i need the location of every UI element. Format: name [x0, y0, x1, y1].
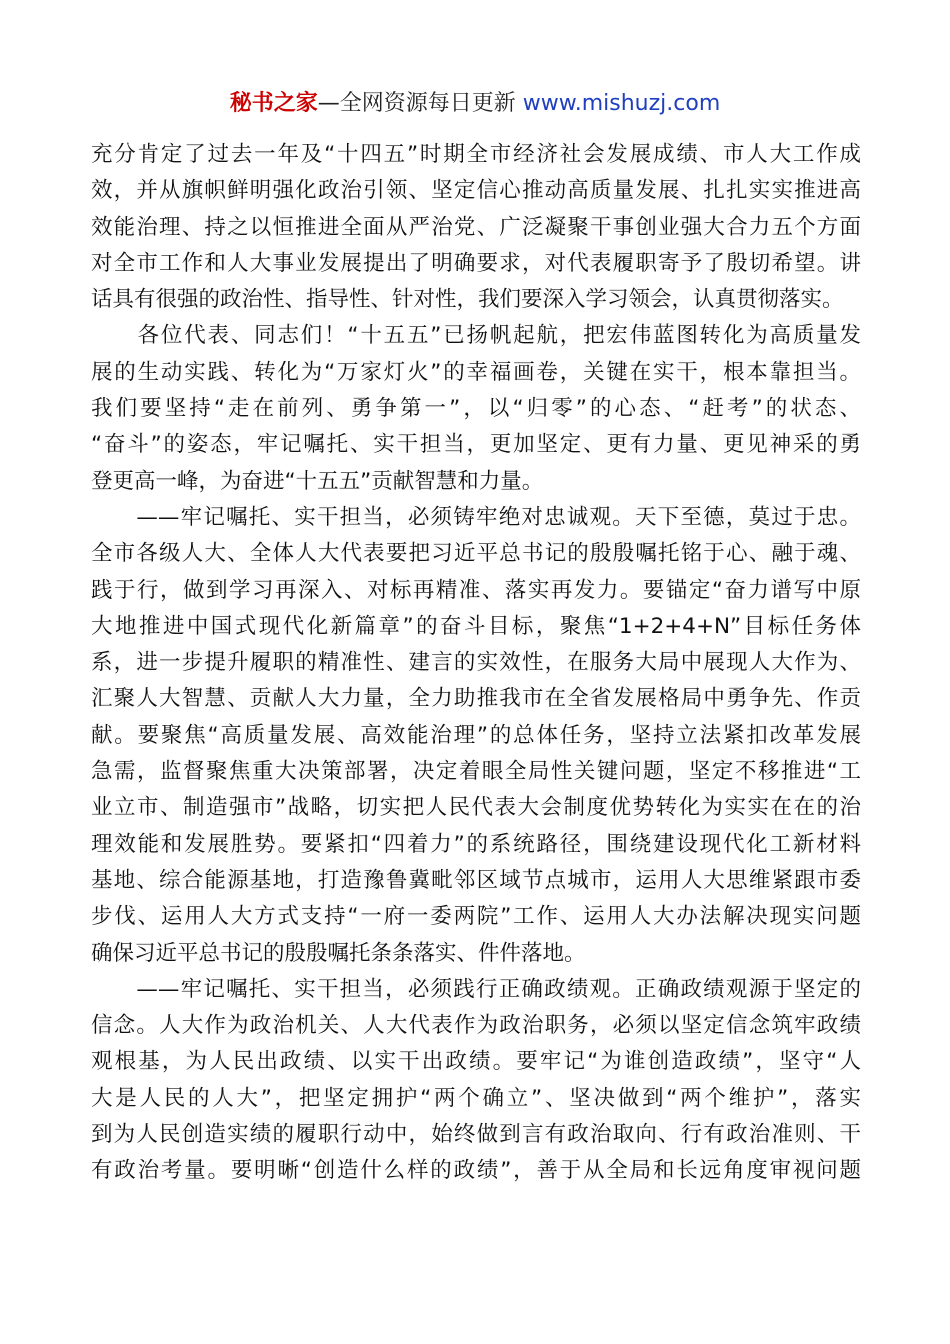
document-body: [91, 137, 861, 1190]
text-line: 效能治理、持之以恒推进全面从严治党、广泛凝聚干事创业强大合力五个方面: [91, 214, 861, 240]
text-line: 急需，监督聚焦重大决策部署，决定着眼全局性关键问题，坚定不移推进“工: [91, 759, 861, 785]
text-line: 大地推进中国式现代化新篇章”的奋斗目标，聚焦“1+2+4+N”目标任务体: [91, 613, 861, 639]
header-tagline: —全网资源每日更新: [317, 91, 523, 116]
text-line: 理效能和发展胜势。要紧扣“四着力”的系统路径，围绕建设现代化工新材料: [91, 831, 861, 857]
brand-name: 秘书之家: [229, 91, 318, 116]
text-line: 观根基，为人民出政绩、以实干出政绩。要牢记“为谁创造政绩”，坚守“人: [91, 1049, 861, 1075]
text-line: 登更高一峰，为奋进“十五五”贡献智慧和力量。: [91, 468, 544, 494]
text-line: 到为人民创造实绩的履职行动中，始终做到言有政治取向、行有政治准则、干: [91, 1122, 861, 1148]
text-line: 步伐、运用人大方式支持“一府一委两院”工作、运用人大办法解决现实问题: [91, 904, 861, 930]
text-line: 我们要坚持“走在前列、勇争第一”，以“归零”的心态、“赶考”的状态、: [91, 396, 861, 422]
text-line: 信念。人大作为政治机关、人大代表作为政治职务，必须以坚定信念筑牢政绩: [91, 1013, 861, 1039]
text-line: 各位代表、同志们！“十五五”已扬帆起航，把宏伟蓝图转化为高质量发: [91, 323, 861, 349]
text-line: “奋斗”的姿态，牢记嘱托、实干担当，更加坚定、更有力量、更见神采的勇: [91, 432, 861, 458]
text-line: 效，并从旗帜鲜明强化政治引领、坚定信心推动高质量发展、扎扎实实推进高: [91, 178, 861, 204]
text-line: 大是人民的人大”，把坚定拥护“两个确立”、坚决做到“两个维护”，落实: [91, 1085, 861, 1111]
text-line: 业立市、制造强市”战略，切实把人民代表大会制度优势转化为实实在在的治: [91, 795, 861, 821]
text-line: 践于行，做到学习再深入、对标再精准、落实再发力。要锚定“奋力谱写中原: [91, 577, 861, 603]
text-line: 系，进一步提升履职的精准性、建言的实效性，在服务大局中展现人大作为、: [91, 650, 861, 676]
text-line: 展的生动实践、转化为“万家灯火”的幸福画卷，关键在实干，根本靠担当。: [91, 359, 861, 385]
text-line: 话具有很强的政治性、指导性、针对性，我们要深入学习领会，认真贯彻落实。: [91, 287, 844, 313]
text-line: ——牢记嘱托、实干担当，必须铸牢绝对忠诚观。天下至德，莫过于忠。: [91, 504, 861, 530]
text-line: ——牢记嘱托、实干担当，必须践行正确政绩观。正确政绩观源于坚定的: [91, 976, 861, 1002]
text-line: 有政治考量。要明晰“创造什么样的政绩”，善于从全局和长远角度审视问题: [91, 1158, 861, 1184]
site-header: [0, 88, 950, 120]
text-line: 基地、综合能源基地，打造豫鲁冀毗邻区域节点城市，运用人大思维紧跟市委: [91, 867, 861, 893]
text-line: 全市各级人大、全体人大代表要把习近平总书记的殷殷嘱托铭于心、融于魂、: [91, 541, 861, 567]
site-url[interactable]: www.mishuzj.com: [522, 91, 721, 116]
text-line: 汇聚人大智慧、贡献人大力量，全力助推我市在全省发展格局中勇争先、作贡: [91, 686, 861, 712]
text-line: 对全市工作和人大事业发展提出了明确要求，对代表履职寄予了殷切希望。讲: [91, 250, 861, 276]
text-line: 献。要聚焦“高质量发展、高效能治理”的总体任务，坚持立法紧扣改革发展: [91, 722, 861, 748]
text-line: 确保习近平总书记的殷殷嘱托条条落实、件件落地。: [91, 940, 586, 966]
text-line: 充分肯定了过去一年及“十四五”时期全市经济社会发展成绩、市人大工作成: [91, 142, 861, 167]
